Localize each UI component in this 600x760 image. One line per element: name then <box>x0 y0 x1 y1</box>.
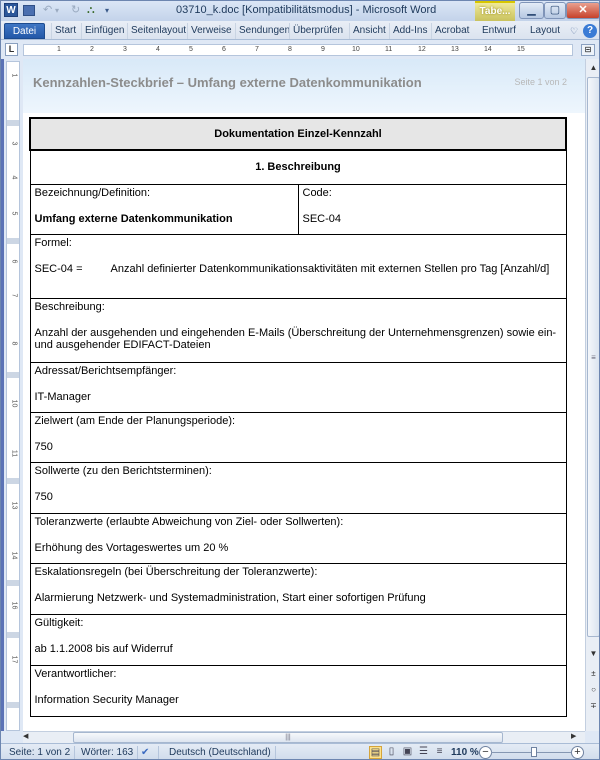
table-row <box>30 665 566 716</box>
table-row <box>30 298 566 362</box>
row-value: Information Security Manager <box>34 693 179 706</box>
vertical-scroll-thumb[interactable]: ≡ <box>587 77 600 637</box>
formel-value: Anzahl definierter Datenkommunikationsaktivitäten mit externen Stellen pro Tag [Anzahl/d] <box>110 262 550 275</box>
left-edge <box>1 59 4 731</box>
ruler-number: 14 <box>484 46 492 53</box>
row-label: Gültigkeit: <box>34 616 84 629</box>
ruler-number: 1 <box>57 46 61 53</box>
ruler-gap <box>7 632 19 638</box>
row-label: Zielwert (am Ende der Planungsperiode): <box>34 414 236 427</box>
ruler-gap <box>7 120 19 126</box>
draft-icon[interactable]: ≡ <box>436 746 443 757</box>
row-value: Erhöhung des Vortageswertes um 20 % <box>34 541 229 554</box>
formel-cell <box>30 234 566 298</box>
zoom-level[interactable]: 110 % <box>451 747 479 758</box>
ruler-number: 11 <box>385 46 393 53</box>
undo-icon[interactable]: ↶ <box>43 4 53 16</box>
ruler-number: 5 <box>189 46 193 53</box>
status-bar <box>1 743 600 760</box>
org-chart-icon[interactable]: ⛬ <box>87 4 95 16</box>
tab-ueberpruefen[interactable]: Überprüfen <box>289 23 346 39</box>
maximize-icon[interactable]: ▢ <box>544 2 566 19</box>
row-value: ab 1.1.2008 bis auf Widerruf <box>34 642 173 655</box>
code-label: Code: <box>302 186 332 199</box>
tab-layout[interactable]: Layout <box>530 25 561 36</box>
code-cell <box>298 184 566 234</box>
context-tab-table[interactable]: Tabe... <box>475 1 515 21</box>
status-words[interactable]: Wörter: 163 <box>77 746 138 760</box>
horizontal-scrollbar[interactable] <box>23 731 585 743</box>
ruler-number: 7 <box>255 46 259 53</box>
table-title: Dokumentation Einzel-Kennzahl <box>30 118 566 150</box>
ruler-number: 4 <box>10 175 18 180</box>
ruler-gap <box>7 580 19 586</box>
tab-datei[interactable]: Datei <box>4 23 45 39</box>
horizontal-scroll-thumb[interactable]: ||| <box>73 732 503 743</box>
bezeichnung-cell <box>30 184 298 234</box>
ruler-number: 5 <box>10 211 18 216</box>
formel-label: Formel: <box>34 236 72 249</box>
vertical-scrollbar[interactable] <box>585 59 600 731</box>
tab-ansicht[interactable]: Ansicht <box>349 23 389 39</box>
row-value: 750 <box>34 440 53 453</box>
tab-verweise[interactable]: Verweise <box>187 23 235 39</box>
row-label: Sollwerte (zu den Berichtsterminen): <box>34 464 212 477</box>
ruler-number: 1 <box>10 73 18 78</box>
customize-dropdown-icon[interactable]: ▾ <box>105 6 110 15</box>
header-page-number: Seite 1 von 2 <box>514 77 567 87</box>
row-label: Verantwortlicher: <box>34 667 117 680</box>
row-value: Anzahl der ausgehenden und eingehenden E-Mails (Überschreitung der Unternehmensgrenzen) sowie ein- und ausgehender EDIFACT-Dateien <box>34 326 557 351</box>
ruler-number: 3 <box>10 141 18 146</box>
row-label: Eskalationsregeln (bei Überschreitung der Toleranzwerte): <box>34 565 318 578</box>
previous-page-icon[interactable]: ± <box>591 669 596 678</box>
window-title: 03710_k.doc [Kompatibilitätsmodus] - Microsoft Word <box>176 4 437 16</box>
ruler-number: 13 <box>451 46 459 53</box>
browse-object-icon[interactable]: ○ <box>591 685 596 694</box>
section-title: 1. Beschreibung <box>30 150 566 184</box>
horizontal-ruler-bar <box>1 41 600 59</box>
ruler-gap <box>7 478 19 484</box>
ruler-number: 17 <box>10 655 18 664</box>
outline-icon[interactable]: ☰ <box>419 746 428 757</box>
ruler-gap <box>7 372 19 378</box>
scroll-right-icon[interactable]: ▶ <box>571 733 577 740</box>
ruler-number: 6 <box>10 259 18 264</box>
bezeichnung-value: Umfang externe Datenkommunikation <box>34 212 233 225</box>
save-icon[interactable] <box>23 5 35 16</box>
help-icon[interactable]: ? <box>583 24 597 38</box>
ribbon-tabs <box>1 21 600 40</box>
ruler-number: 9 <box>321 46 325 53</box>
horizontal-ruler[interactable] <box>23 44 573 56</box>
row-value: 750 <box>34 490 53 503</box>
ruler-number: 14 <box>10 551 18 560</box>
scroll-down-icon[interactable]: ▼ <box>589 649 598 658</box>
vertical-ruler[interactable] <box>6 61 20 731</box>
table-row <box>30 513 566 563</box>
full-screen-reading-icon[interactable]: ▯ <box>388 746 395 757</box>
scroll-up-icon[interactable]: ▲ <box>589 63 598 72</box>
document-page[interactable] <box>23 59 585 731</box>
row-value: Alarmierung Netzwerk- und Systemadministration, Start einer sofortigen Prüfung <box>34 591 426 604</box>
ruler-number: 12 <box>418 46 426 53</box>
tab-sendungen[interactable]: Sendungen <box>235 23 293 39</box>
title-bar <box>1 1 600 21</box>
zoom-in-icon[interactable]: + <box>571 746 584 759</box>
row-label: Beschreibung: <box>34 300 105 313</box>
redo-icon[interactable]: ↻ <box>71 4 81 16</box>
table-row <box>30 563 566 614</box>
ruler-gap <box>7 702 19 708</box>
ruler-number: 16 <box>10 601 18 610</box>
kennzahl-table <box>29 117 567 717</box>
tab-selector-icon[interactable]: L <box>5 43 18 56</box>
zoom-slider-thumb[interactable] <box>531 747 537 757</box>
ruler-number: 4 <box>156 46 160 53</box>
ruler-gap <box>7 238 19 244</box>
row-label: Toleranzwerte (erlaubte Abweichung von Ziel- oder Sollwerten): <box>34 515 344 528</box>
scroll-left-icon[interactable]: ◀ <box>23 733 29 740</box>
close-icon[interactable]: ✕ <box>566 2 600 19</box>
status-language[interactable]: Deutsch (Deutschland) <box>165 746 276 760</box>
proofing-icon[interactable]: ✔ <box>137 746 159 760</box>
table-row <box>30 362 566 412</box>
page-header <box>23 59 585 113</box>
tab-seitenlayout[interactable]: Seitenlayout <box>127 23 189 39</box>
tab-start[interactable]: Start <box>51 23 79 39</box>
row-label: Adressat/Berichtsempfänger: <box>34 364 177 377</box>
web-layout-icon[interactable]: ▣ <box>402 746 413 757</box>
ruler-number: 15 <box>517 46 525 53</box>
ruler-number: 8 <box>10 341 18 346</box>
ruler-number: 2 <box>90 46 94 53</box>
tab-add-ins[interactable]: Add-Ins <box>389 23 430 39</box>
print-layout-icon[interactable]: ▤ <box>370 747 381 758</box>
code-value: SEC-04 <box>302 212 342 225</box>
ruler-number: 10 <box>352 46 360 53</box>
header-title: Kennzahlen-Steckbrief – Umfang externe Datenkommunikation <box>33 75 422 90</box>
ruler-number: 8 <box>288 46 292 53</box>
table-row <box>30 462 566 513</box>
undo-dropdown-icon[interactable]: ▾ <box>55 6 60 15</box>
row-value: IT-Manager <box>34 390 91 403</box>
view-ruler-icon[interactable]: ⊟ <box>581 44 595 56</box>
tab-einfuegen[interactable]: Einfügen <box>81 23 127 39</box>
minimize-icon[interactable]: ▁ <box>519 2 544 19</box>
word-logo-icon[interactable]: W <box>4 3 18 17</box>
ruler-number: 11 <box>10 449 18 458</box>
ruler-number: 13 <box>10 501 18 510</box>
ruler-number: 6 <box>222 46 226 53</box>
table-row <box>30 412 566 462</box>
ruler-number: 3 <box>123 46 127 53</box>
next-page-icon[interactable]: ∓ <box>590 701 597 710</box>
tab-entwurf[interactable]: Entwurf <box>482 25 516 36</box>
ruler-number: 10 <box>10 399 18 408</box>
tab-acrobat[interactable]: Acrobat <box>431 23 472 39</box>
status-page[interactable]: Seite: 1 von 2 <box>5 746 75 760</box>
bezeichnung-label: Bezeichnung/Definition: <box>34 186 151 199</box>
table-row <box>30 614 566 665</box>
formel-key: SEC-04 = <box>34 262 83 275</box>
ruler-number: 7 <box>10 293 18 298</box>
zoom-out-icon[interactable]: − <box>479 746 492 759</box>
ribbon-collapse-icon[interactable]: ♡ <box>570 26 579 36</box>
